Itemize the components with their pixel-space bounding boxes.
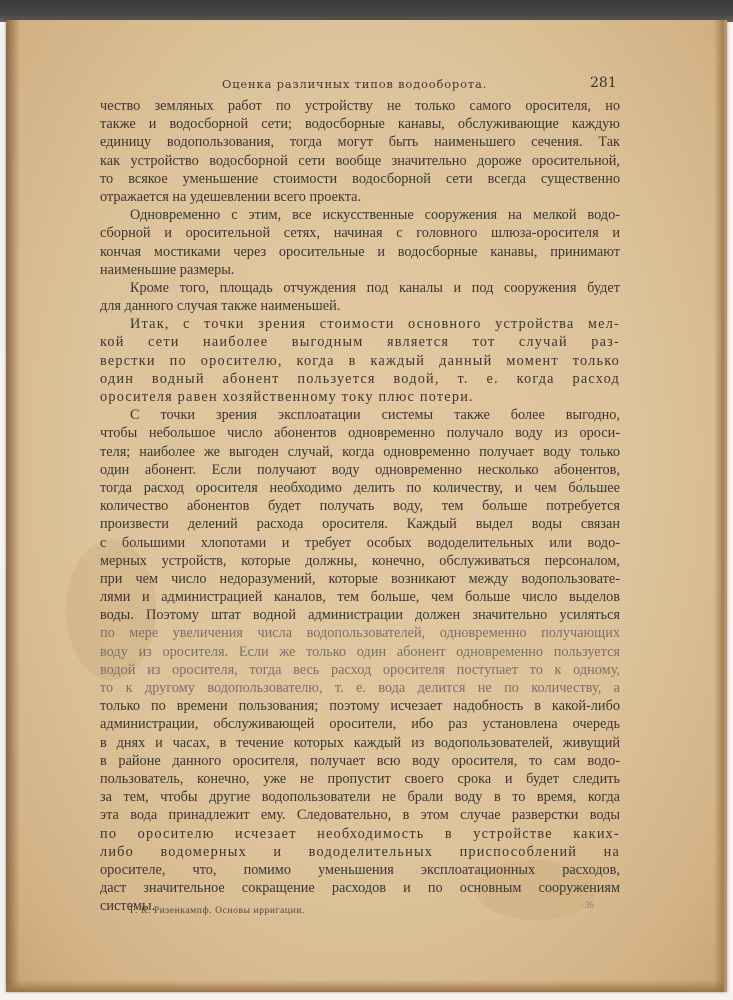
text-line: кончая мостиками через оросительные и водосборные канавы, принимают xyxy=(100,243,620,260)
text-line: по мере увеличения числа водопользователей, одновременно получающих xyxy=(100,625,620,642)
text-line: Одновременно с этим, все искусственные сооружения на мелкой водо- xyxy=(130,207,620,224)
text-line: чтобы небольшое число абонентов одновременно получало воду из ороси- xyxy=(100,425,620,442)
text-line: Кроме того, площадь отчуждения под каналы и под сооружения будет xyxy=(130,279,620,296)
text-line: оросителя равен хозяйственному току плюс потери. xyxy=(100,389,474,405)
text-line: даст значительное сокращение расходов и по основным сооружениям xyxy=(100,880,620,897)
text-line: сборной и оросительной сетях, начиная с головного шлюза-оросителя и xyxy=(100,225,620,242)
text-line: воды. Поэтому штат водной администрации должен значительно усиляться xyxy=(100,607,620,624)
text-line: водой из оросителя, тогда весь расход оросителя поступает то к одному, xyxy=(100,661,620,678)
text-line: лями и администрацией каналов, тем больше, чем больше число выделов xyxy=(100,589,620,606)
text-line: эта вода принадлежит ему. Следовательно, в этом случае разверстки воды xyxy=(100,807,620,824)
footer-author-title: Г. К. Ризенкампф. Основы ирригации. xyxy=(130,906,305,916)
text-line: то всякое уменьшение стоимости водосборной сети всегда существенно xyxy=(100,170,620,187)
text-line: тогда расход оросителя необходимо делить по количеству, и чем бо́льшее xyxy=(100,479,620,496)
text-line: за тем, чтобы другие водопользователи не брали воду в то время, когда xyxy=(100,789,620,806)
text-line: администрации, обслуживающей оросители, ибо раз установлена очередь xyxy=(100,716,620,733)
text-line: то к другому водопользователю, т. е. вода делится не по количеству, а xyxy=(100,680,620,696)
text-line: отражается на удешевлении всего проекта. xyxy=(100,188,362,205)
page-number: 281 xyxy=(590,75,617,91)
text-line: мерных устройств, которые должны, конечно, обслуживаться персоналом, xyxy=(100,552,620,569)
text-line: по оросителю исчезает необходимость в устройстве каких- xyxy=(100,825,620,842)
text-line: наименьшие размеры. xyxy=(100,261,235,278)
text-line: один абонент. Если получают воду одновременно несколько абонентов, xyxy=(100,461,620,478)
text-line: также и водосборной сети; водосборные канавы, обслуживающие каждую xyxy=(100,116,620,133)
text-line: единицу водопользования, тогда могут быть наименьшего сечения. Так xyxy=(100,134,620,151)
text-line: верстки по оросителю, когда в каждый данный момент только xyxy=(100,352,620,369)
page-shadow-left xyxy=(6,20,20,992)
text-line: как устройство водосборной сети вообще значительно дороже оросительной, xyxy=(100,152,620,169)
text-line: количество абонентов будет получать воду, тем больше потребуется xyxy=(100,498,620,515)
text-line: Итак, с точки зрения стоимости основного устройства мел- xyxy=(130,316,620,333)
text-line: оросителе, что, помимо уменьшения эксплоатационных расходов, xyxy=(100,861,620,878)
text-line: пользователь, конечно, уже не пропустит своего срока и будет следить xyxy=(100,770,620,787)
text-line: чество земляных работ по устройству не только самого оросителя, но xyxy=(100,98,620,114)
text-line: для данного случая также наименьшей. xyxy=(100,298,341,315)
page-shadow-right xyxy=(714,20,724,992)
text-line: один водный абонент пользуется водой, т. е. когда расход xyxy=(100,370,620,387)
text-line: воду из оросителя. Если же только один абонент одновременно пользуется xyxy=(100,643,620,660)
text-line: теля; наиболее же выгоден случай, когда одновременно получает воду только xyxy=(100,443,620,460)
text-line: либо водомерных и вододелительных приспособлений на xyxy=(100,843,620,860)
text-line: С точки зрения эксплоатации системы также более выгодно, xyxy=(130,407,620,424)
text-line: произвести делений расхода оросителя. Каждый выдел воды связан xyxy=(100,516,620,533)
page-shadow-bottom xyxy=(6,980,724,992)
text-line: при чем число недоразумений, которые возникают между водопользовате- xyxy=(100,570,620,587)
text-line: системы. xyxy=(100,898,156,915)
text-line: только по времени пользования; поэтому исчезает надобность в какой-либо xyxy=(100,698,620,715)
signature-mark: 36 xyxy=(585,900,594,910)
text-line: в районе данного оросителя, получает всю воду оросителя, то сам водо- xyxy=(100,752,620,769)
text-line: в днях и часах, в течение которых каждый из водопользователей, живущий xyxy=(100,734,620,751)
body-text xyxy=(100,97,620,915)
running-head: Оценка различных типов водооборота. xyxy=(222,77,488,91)
text-line: кой сети наиболее выгодным является тот случай раз- xyxy=(100,334,620,351)
scanner-edge xyxy=(0,0,733,22)
text-line: с большими хлопотами и требует особых вододелительных или водо- xyxy=(100,534,620,551)
